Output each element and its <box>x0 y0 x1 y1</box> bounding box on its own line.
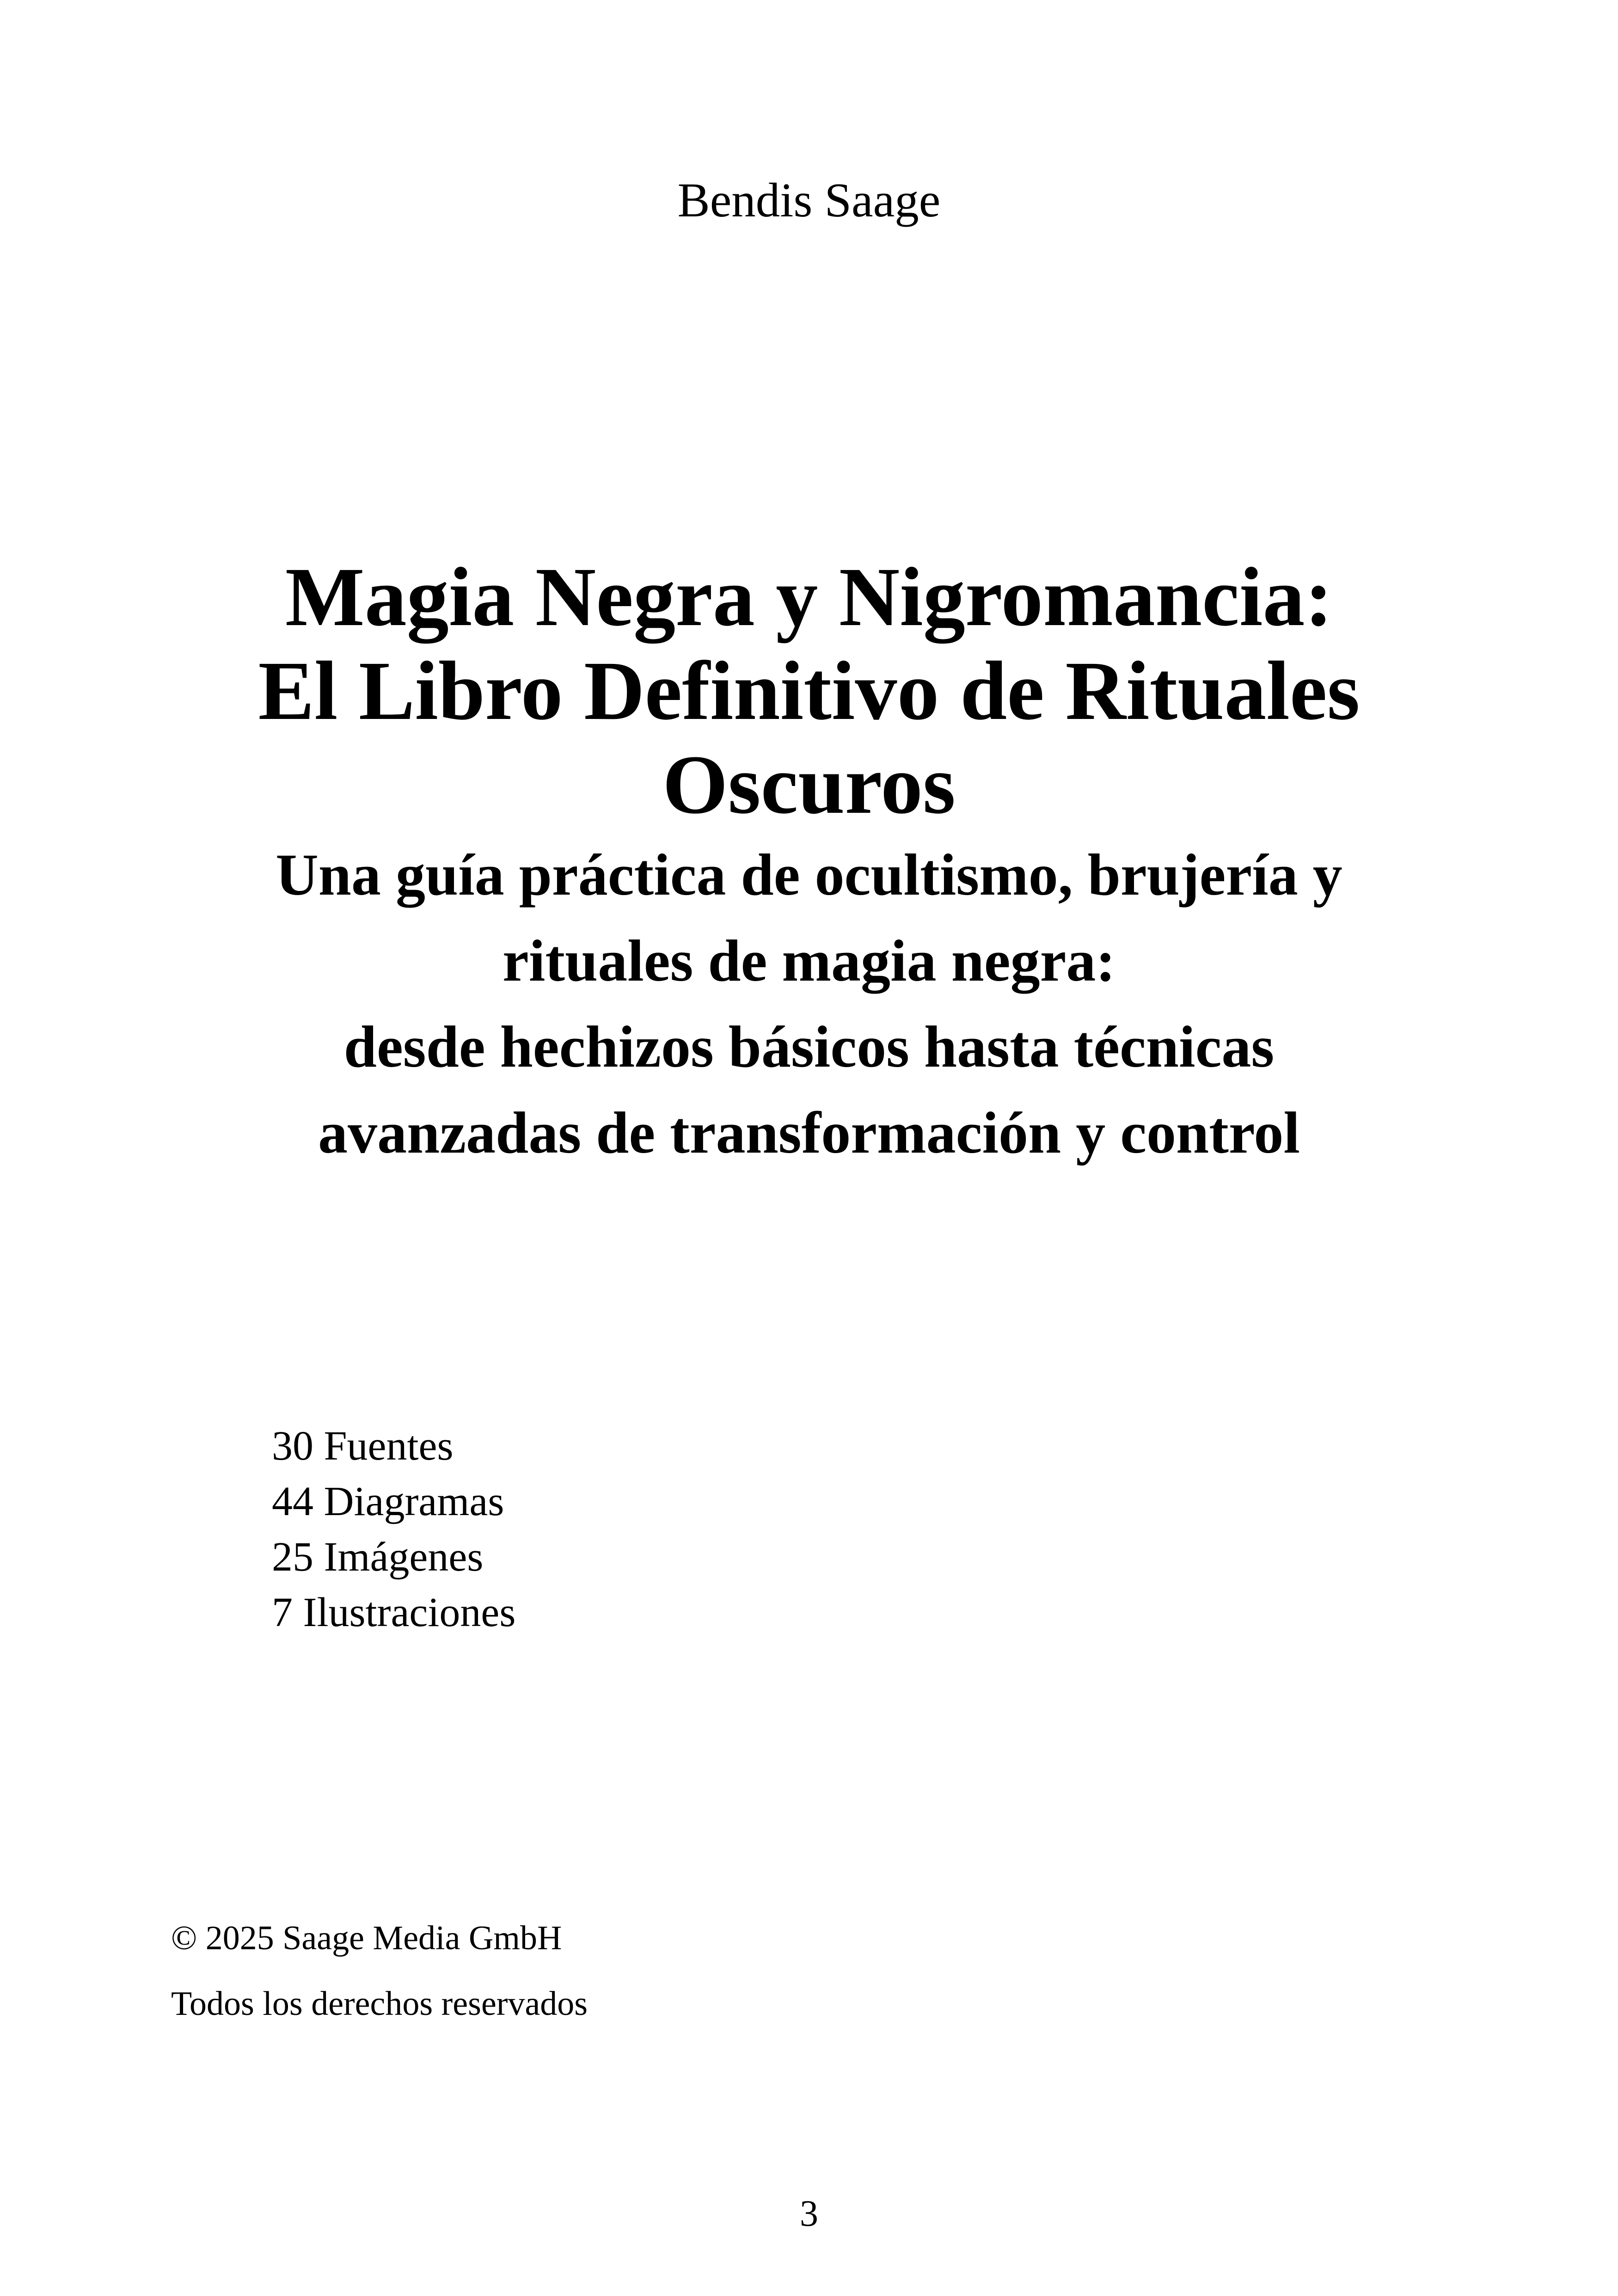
stat-illustrations: 7 Ilustraciones <box>272 1590 516 1635</box>
book-subtitle-line: desde hechizos básicos hasta técnicas <box>343 1014 1275 1080</box>
book-subtitle-line: rituales de magia negra: <box>503 928 1115 994</box>
title-block <box>139 550 1479 1176</box>
book-title-line: Oscuros <box>662 738 956 831</box>
stat-images: 25 Imágenes <box>272 1534 484 1580</box>
rights-notice: Todos los derechos reservados <box>171 1985 588 2023</box>
copyright-notice: © 2025 Saage Media GmbH <box>171 1919 562 1957</box>
stat-sources: 30 Fuentes <box>272 1423 454 1469</box>
book-title-line: Magia Negra y Nigromancia: <box>285 551 1333 644</box>
book-title-line: El Libro Definitivo de Rituales <box>258 645 1360 737</box>
book-subtitle-line: Una guía práctica de ocultismo, brujería y <box>276 842 1342 908</box>
stat-diagrams: 44 Diagramas <box>272 1479 504 1524</box>
author-name: Bendis Saage <box>677 173 941 227</box>
page-number: 3 <box>800 2193 818 2234</box>
book-subtitle-line: avanzadas de transformación y control <box>318 1100 1300 1166</box>
book-stats-list <box>272 1418 515 1640</box>
